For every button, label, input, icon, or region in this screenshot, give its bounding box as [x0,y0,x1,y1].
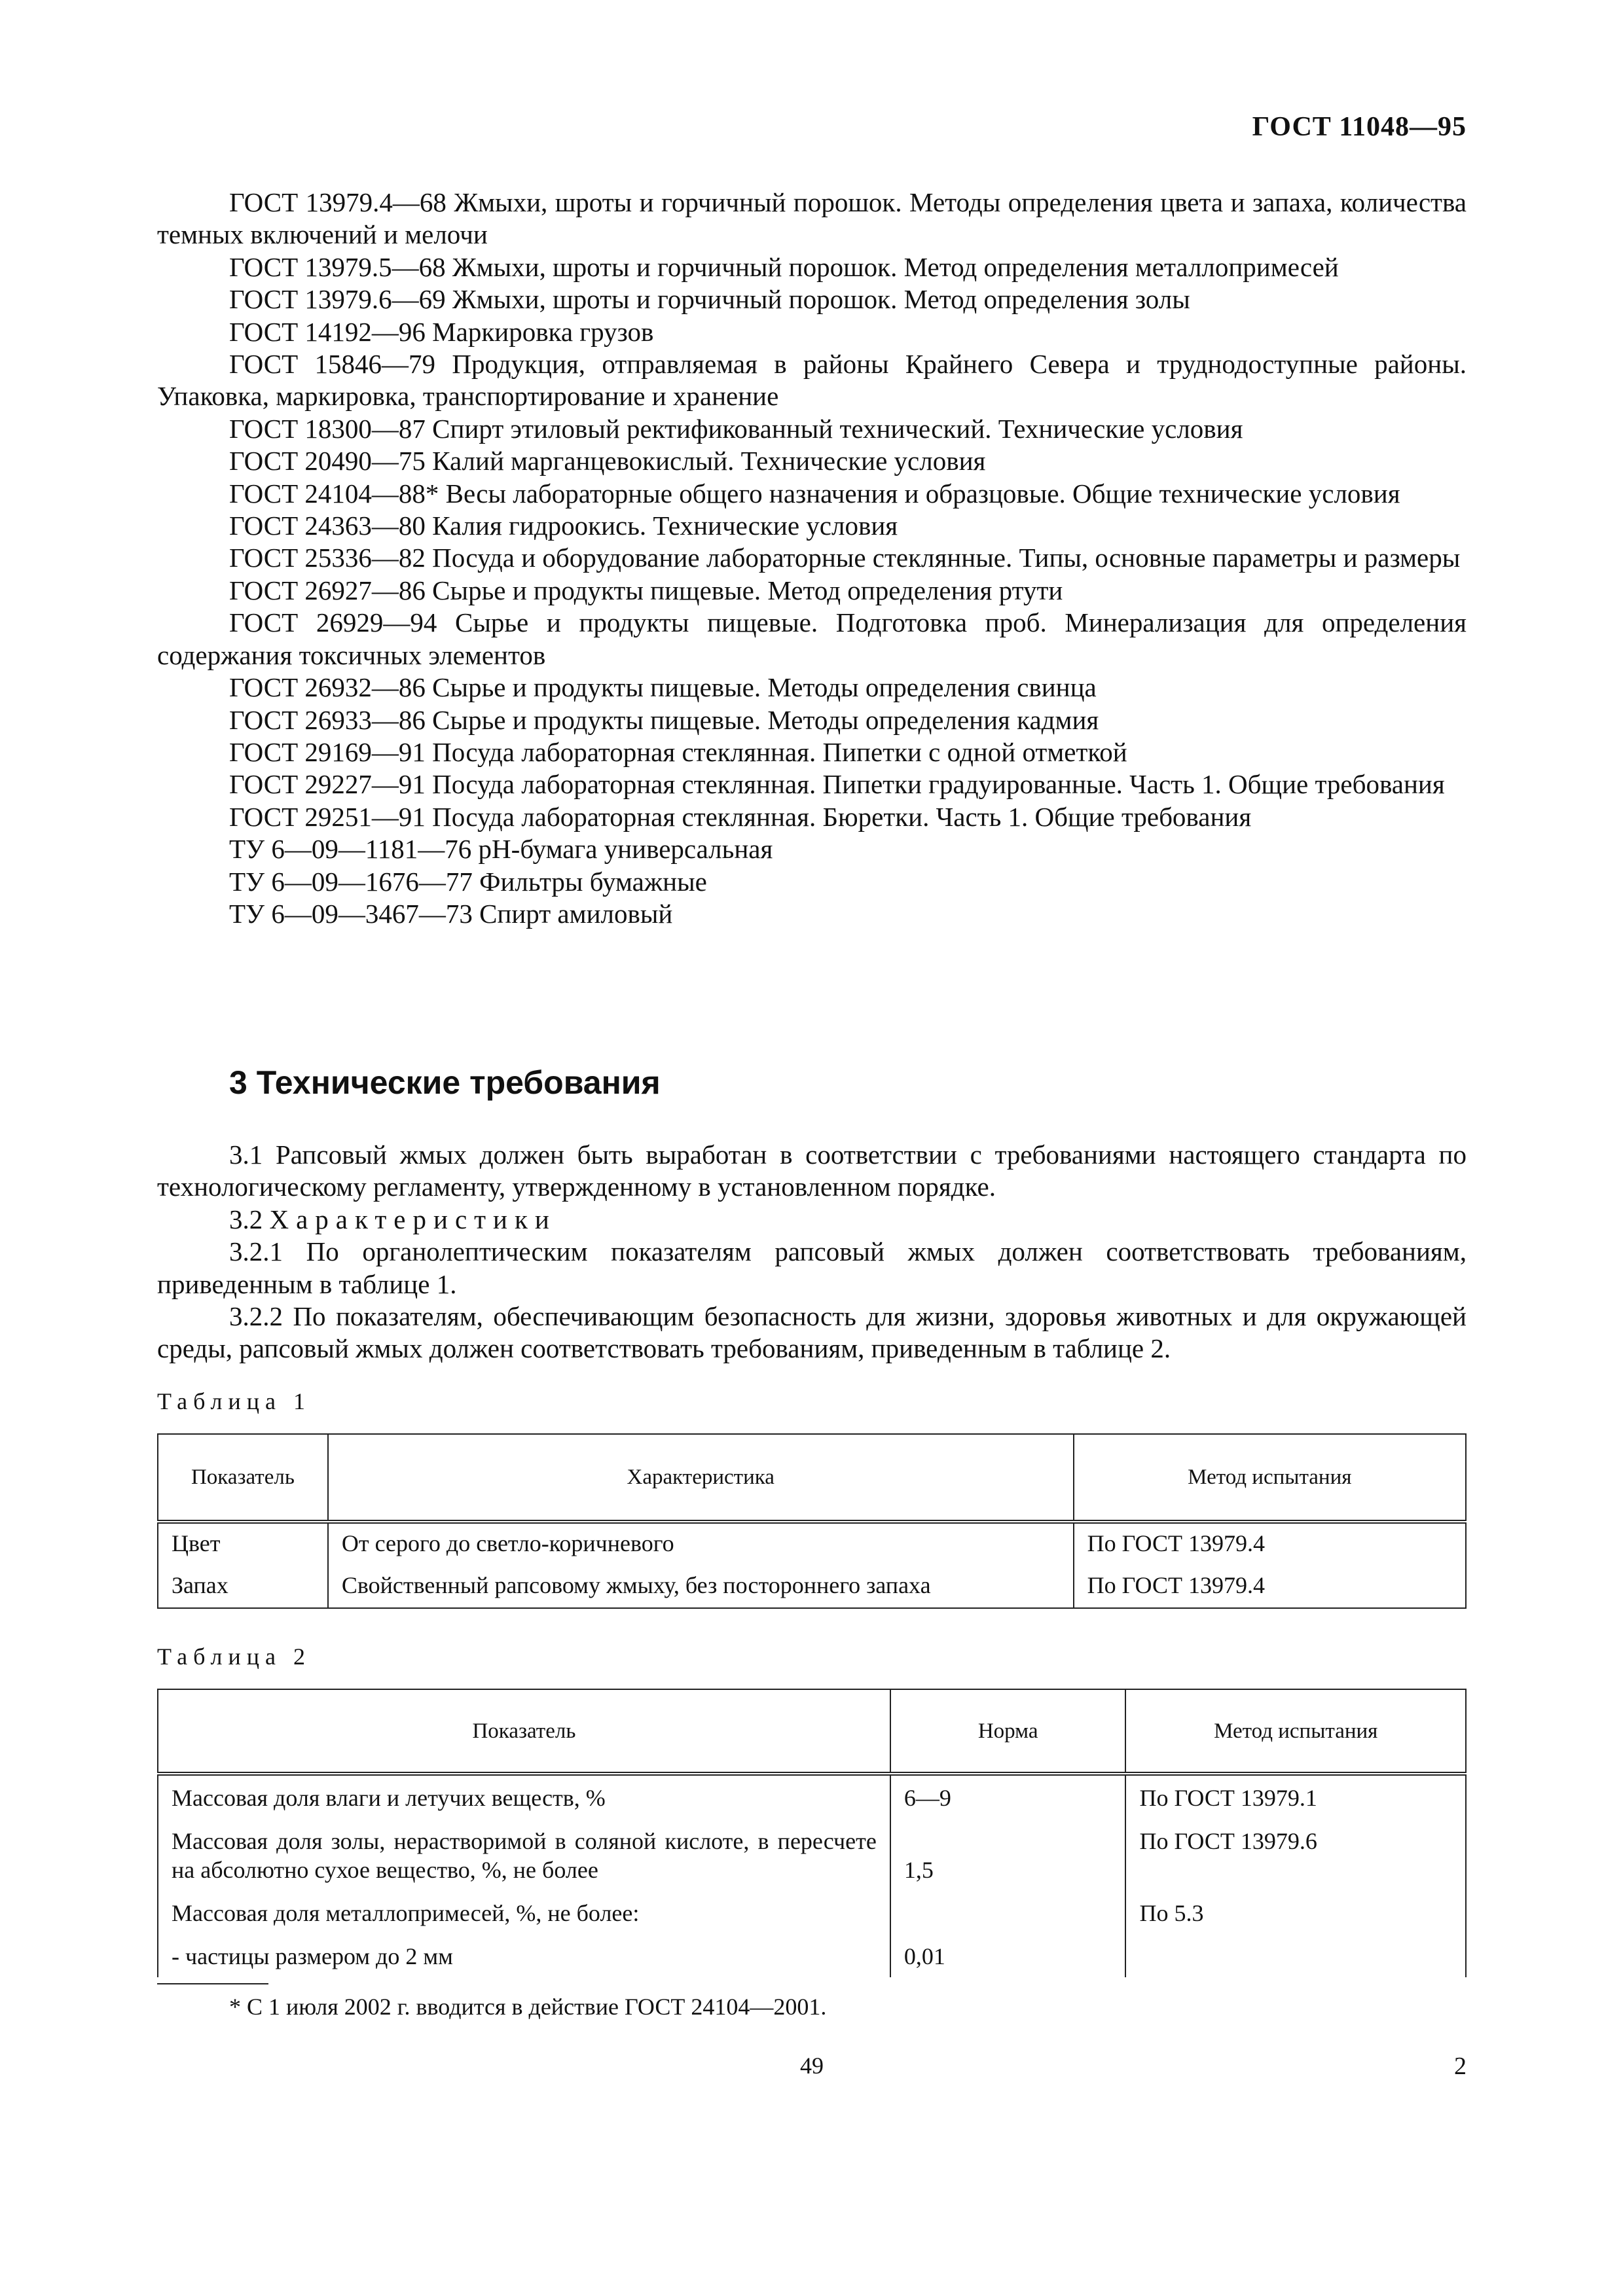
reference-item: ГОСТ 29227—91 Посуда лабораторная стеклянная. Пипетки градуированные. Часть 1. Общие требования [229,769,1445,800]
reference-item: ГОСТ 14192—96 Маркировка грузов [229,316,654,347]
reference-item: ГОСТ 29169—91 Посуда лабораторная стеклянная. Пипетки с одной отметкой [229,736,1127,767]
table-row [158,1774,1466,1819]
table-cell: По ГОСТ 13979.4 [1074,1522,1466,1566]
table-header-cell: Метод испытания [1074,1434,1466,1522]
table-cell: 6—9 [890,1774,1126,1819]
reference-item: ГОСТ 26929—94 Сырье и продукты пищевые. Подготовка проб. Минерализация для определения содержания токсичных элементов [157,607,1467,670]
section-body [157,1139,1467,1365]
reference-item: ТУ 6—09—3467—73 Спирт амиловый [229,898,673,929]
paragraph-3-2-title: Характеристики [269,1204,556,1234]
paragraph-3-2-2: 3.2.2 По показателям, обеспечивающим безопасность для жизни, здоровья животных и для окружающей среды, рапсовый жмых должен соответствовать требованиям, приведенным в таблице 2. [157,1301,1467,1364]
table-cell: Массовая доля золы, нерастворимой в соляной кислоте, в пересчете на абсолютно сухое вещество, %, не более [158,1819,890,1891]
paragraph-3-2-number: 3.2 [229,1204,263,1234]
table-cell: Свойственный рапсовому жмыху, без постороннего запаха [328,1566,1074,1608]
table-header-cell: Характеристика [328,1434,1074,1522]
table-cell: По ГОСТ 13979.6 [1125,1819,1466,1891]
reference-item: ГОСТ 25336—82 Посуда и оборудование лабораторные стеклянные. Типы, основные параметры и размеры [229,543,1461,573]
paragraph-3-2-1: 3.2.1 По органолептическим показателям рапсовый жмых должен соответствовать требованиям, приведенным в таблице 1. [157,1236,1467,1299]
table-header-cell: Норма [890,1689,1126,1774]
table-cell: - частицы размером до 2 мм [158,1934,890,1977]
reference-item: ГОСТ 13979.5—68 Жмыхи, шроты и горчичный порошок. Метод определения металлопримесей [229,251,1339,282]
table-1-caption: Таблица 1 [157,1388,311,1414]
table-row [158,1566,1466,1608]
table-cell: От серого до светло-коричневого [328,1522,1074,1566]
table-cell: По ГОСТ 13979.1 [1125,1774,1466,1819]
table-cell: Запах [158,1566,328,1608]
reference-item: ГОСТ 26933—86 Сырье и продукты пищевые. Методы определения кадмия [229,704,1099,735]
table-cell: Цвет [158,1522,328,1566]
table-header-cell: Показатель [158,1689,890,1774]
table-row [158,1819,1466,1891]
corner-page-number: 2 [1454,2053,1467,2080]
table-cell: По ГОСТ 13979.4 [1074,1566,1466,1608]
table-header-cell: Показатель [158,1434,328,1522]
table-cell: Массовая доля металлопримесей, %, не более: [158,1891,890,1934]
table-row [158,1891,1466,1934]
paragraph-3-2 [157,1204,1467,1236]
reference-item: ГОСТ 26932—86 Сырье и продукты пищевые. Методы определения свинца [229,672,1097,703]
table-cell: Массовая доля влаги и летучих веществ, % [158,1774,890,1819]
reference-item: ГОСТ 18300—87 Спирт этиловый ректификованный технический. Технические условия [229,413,1243,444]
reference-item: ГОСТ 13979.6—69 Жмыхи, шроты и горчичный порошок. Метод определения золы [229,284,1190,315]
reference-item: ГОСТ 24363—80 Калия гидроокись. Технические условия [229,511,898,541]
footnote: * С 1 июля 2002 г. вводится в действие ГОСТ 24104—2001. [229,1994,827,2020]
reference-item: ТУ 6—09—1181—76 рН-бумага универсальная [229,834,773,865]
table-row [158,1522,1466,1566]
section-title: 3 Технические требования [229,1064,661,1101]
table-cell [1125,1934,1466,1977]
reference-item: ГОСТ 13979.4—68 Жмыхи, шроты и горчичный порошок. Методы определения цвета и запаха, количества темных включений и мелочи [157,187,1467,250]
table-1 [157,1433,1467,1609]
table-2 [157,1689,1467,1977]
footnote-divider [157,1983,268,1984]
normative-references [157,187,1467,930]
reference-item: ГОСТ 24104—88* Весы лабораторные общего назначения и образцовые. Общие технические условия [229,478,1400,509]
paragraph-3-1: 3.1 Рапсовый жмых должен быть выработан в соответствии с требованиями настоящего стандарта по технологическому регламенту, утвержденному в установленном порядке. [157,1139,1467,1202]
table-cell: 0,01 [890,1934,1126,1977]
document-header: ГОСТ 11048—95 [1252,112,1467,142]
reference-item: ГОСТ 26927—86 Сырье и продукты пищевые. Метод определения ртути [229,575,1063,605]
reference-item: ТУ 6—09—1676—77 Фильтры бумажные [229,866,707,897]
page-number: 49 [800,2053,824,2079]
table-header-cell: Метод испытания [1125,1689,1466,1774]
table-cell: По 5.3 [1125,1891,1466,1934]
reference-item: ГОСТ 20490—75 Калий марганцевокислый. Технические условия [229,446,986,476]
reference-item: ГОСТ 15846—79 Продукция, отправляемая в районы Крайнего Севера и труднодоступные районы. Упаковка, маркировка, транспортирование и хранение [157,349,1467,412]
table-cell [890,1891,1126,1934]
table-2-caption: Таблица 2 [157,1643,311,1670]
reference-item: ГОСТ 29251—91 Посуда лабораторная стеклянная. Бюретки. Часть 1. Общие требования [229,801,1252,832]
table-cell: 1,5 [890,1819,1126,1891]
table-row [158,1934,1466,1977]
